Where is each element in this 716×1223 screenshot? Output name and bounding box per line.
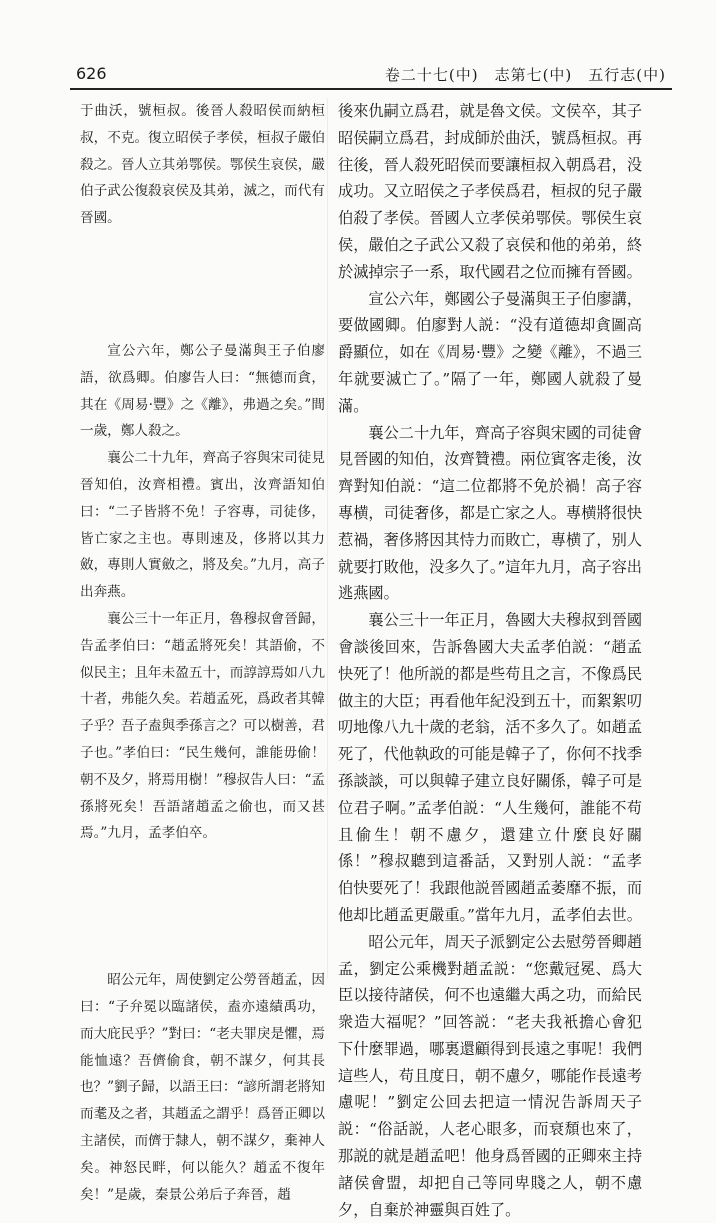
classical-paragraph: 于曲沃，號桓叔。後晉人殺昭侯而納桓叔，不克。復立昭侯子孝侯，桓叔子嚴伯殺之。晉人立其弟鄂侯。鄂侯生哀侯，嚴伯子武公復殺哀侯及其弟，滅之，而代有晉國。	[80, 103, 325, 227]
classical-text-column	[80, 98, 325, 1208]
page-number: 626	[76, 64, 107, 83]
translation-paragraph: 襄公三十一年正月，魯國大夫穆叔到晉國會談後回來，告訴魯國大夫孟孝伯説：“趙孟快死了！他所説的都是些苟且之言，不像爲民做主的大臣；再看他年紀没到五十，而絮絮叨叨地像八九十歲的老翁，活不多久了。如趙孟死了，代他執政的可能是韓子了，你何不找季孫談談，可以與韓子建立良好關係，韓子可是位君子啊。”孟孝伯説：“人生幾何，誰能不苟且偷生！朝不慮夕，還建立什麼良好關係！”穆叔聽到這番話，又對别人説：“孟孝伯快要死了！我跟他説晉國趙孟萎靡不振，而他却比趙孟更嚴重。”當年九月，孟孝伯去世。	[338, 611, 642, 924]
page-header	[70, 60, 670, 88]
translation-paragraph: 襄公二十九年，齊高子容與宋國的司徒會見晉國的知伯，汝齊贊禮。兩位賓客走後，汝齊對知伯説：“這二位都將不免於禍！高子容專横，司徒奢侈，都是亡家之人。專横將很快惹禍，奢侈將因其恃力而敗亡，專横了，别人就要打敗他，没多久了。”這年九月，高子容出逃燕國。	[338, 423, 642, 603]
header-rule	[70, 88, 672, 90]
column-divider	[327, 98, 328, 978]
classical-paragraph: 襄公三十一年正月，魯穆叔會晉歸，告孟孝伯曰：“趙孟將死矣！其語偷，不似民主；且年未盈五十，而諄諄焉如八九十者，弗能久矣。若趙孟死，爲政者其韓子乎？吾子盍與季孫言之？可以樹善，君子也。”孝伯曰：“民生幾何，誰能毋偷！朝不及夕，將焉用樹！”穆叔告人曰：“孟孫將死矣！吾語諸趙孟之偷也，而又甚焉。”九月，孟孝伯卒。	[80, 610, 325, 842]
classical-paragraph: 襄公二十九年，齊高子容與宋司徒見晉知伯，汝齊相禮。賓出，汝齊語知伯曰：“二子皆將不免！子容專，司徒侈，皆亡家之主也。專則速及，侈將以其力斂，專則人實斂之，將及矣。”九月，高子出奔燕。	[80, 450, 325, 601]
translation-column	[338, 98, 642, 1223]
classical-paragraph: 宣公六年，鄭公子曼滿與王子伯廖語，欲爲卿。伯廖告人曰：“無德而貪，其在《周易·豐》之《離》，弗過之矣。”間一歲，鄭人殺之。	[80, 342, 325, 440]
running-title: 卷二十七(中) 志第七(中) 五行志(中)	[384, 66, 666, 84]
translation-paragraph: 宣公六年，鄭國公子曼滿與王子伯廖講，要做國卿。伯廖對人説：“没有道德却貪圖高爵顯位，如在《周易·豐》之變《離》，不過三年就要滅亡了。”隔了一年，鄭國人就殺了曼滿。	[338, 289, 642, 415]
translation-paragraph: 後來仇嗣立爲君，就是魯文侯。文侯卒，其子昭侯嗣立爲君，封成師於曲沃，號爲桓叔。再往後，晉人殺死昭侯而要讓桓叔入朝爲君，没成功。又立昭侯之子孝侯爲君，桓叔的兒子嚴伯殺了孝侯。晉國人立孝侯弟鄂侯。鄂侯生哀侯，嚴伯之子武公又殺了哀侯和他的弟弟，終於滅掉宗子一系，取代國君之位而擁有晉國。	[338, 102, 642, 281]
translation-paragraph: 昭公元年，周天子派劉定公去慰勞晉卿趙孟，劉定公乘機對趙孟説：“您戴冠冕、爲大臣以接待諸侯，何不也遠繼大禹之功，而給民衆造大福呢？”回答説：“老夫我衹擔心會犯下什麼罪過，哪裏還顧得到長遠之事呢！我們這些人，苟且度日，朝不慮夕，哪能作長遠考慮呢！”劉定公回去把這一情況告訴周天子説：“俗話説，人老心眼多，而衰頹也來了，那説的就是趙孟吧！他身爲晉國的正卿來主持諸侯會盟，却把自己等同卑賤之人，朝不慮夕，自棄於神靈與百姓了。	[338, 932, 642, 1219]
classical-paragraph: 昭公元年，周使劉定公勞晉趙孟，因曰：“子弁冕以臨諸侯，盍亦遠績禹功，而大庇民乎？”對曰：“老夫罪戾是懼，焉能恤遠？吾儕偷食，朝不謀夕，何其長也？”劉子歸，以語王曰：“諺所謂老將知而耄及之者，其趙孟之謂乎！爲晉正卿以主諸侯，而儕于隸人，朝不謀夕，棄神人矣。神怒民畔，何以能久？趙孟不復年矣！”是歲，秦景公弟后子奔晉，趙	[80, 972, 325, 1203]
